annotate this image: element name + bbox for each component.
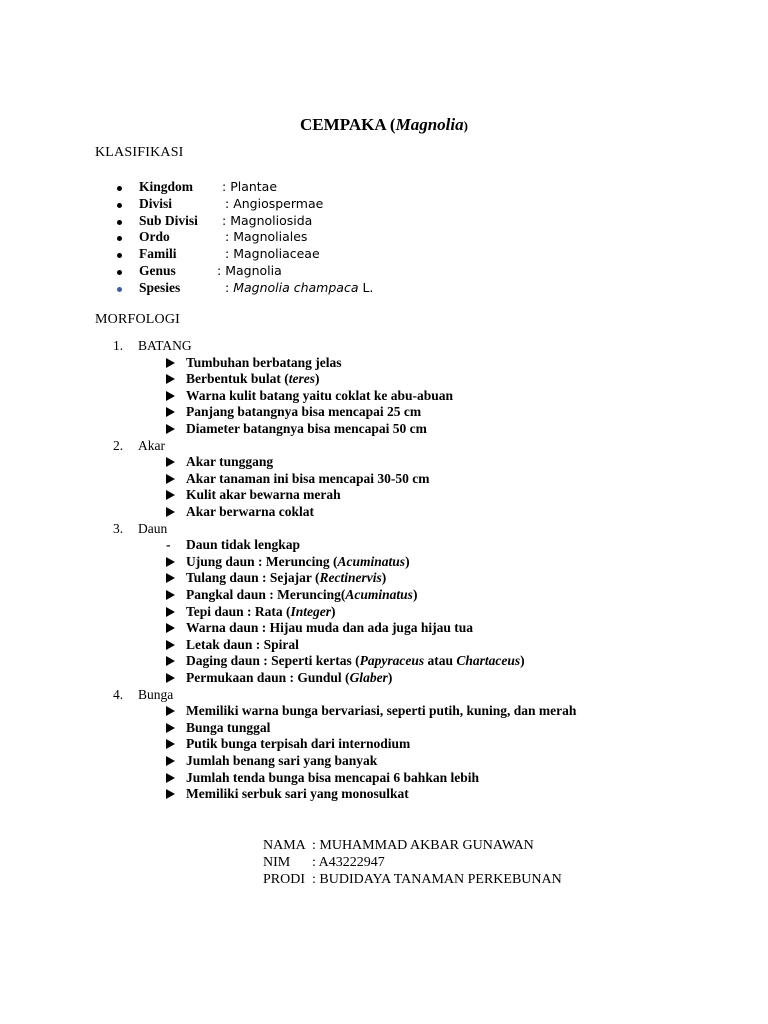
- morfologi-item: [166, 487, 341, 504]
- morfologi-item: [166, 421, 427, 438]
- klasifikasi-label: Genus: [139, 262, 176, 278]
- klasifikasi-label: Kingdom: [139, 179, 194, 194]
- morfologi-item: [166, 504, 314, 521]
- title-italic: Magnolia: [395, 115, 464, 134]
- section-title-text: Bunga: [138, 686, 174, 702]
- item-text: Panjang batangnya bisa mencapai 25 cm: [186, 404, 422, 420]
- prodi-value: : BUDIDAYA TANAMAN PERKEBUNAN: [312, 872, 562, 887]
- item-text: Ujung daun : Meruncing (: [186, 553, 338, 569]
- klasifikasi-sep: :: [225, 279, 234, 295]
- klasifikasi-value-text: Magnoliaceae: [233, 246, 320, 262]
- arrow-shape: [166, 424, 175, 434]
- section-number: 1.: [113, 338, 124, 353]
- arrow-shape: [166, 607, 175, 617]
- arrow-bullet-icon: [166, 504, 186, 521]
- morfologi-item: [166, 770, 479, 787]
- item-text: Tepi daun : Rata (: [186, 603, 291, 619]
- morfologi-item: [166, 404, 421, 421]
- item-text: ): [412, 587, 418, 602]
- klasifikasi-value-italic: Magnolia champaca: [233, 279, 359, 295]
- item-italic: Papyraceus: [359, 653, 425, 669]
- klasifikasi-value: [217, 263, 282, 280]
- morfologi-item: [166, 653, 525, 670]
- item-text: Letak daun : Spiral: [186, 636, 299, 652]
- item-text: Warna daun : Hijau muda dan ada juga hijau tua: [186, 620, 473, 636]
- item-text: Memiliki warna bunga bervariasi, seperti putih, kuning, dan merah: [186, 703, 577, 719]
- morfologi-item: [166, 637, 299, 654]
- arrow-shape: [166, 739, 175, 749]
- morfologi-item: [166, 537, 300, 554]
- bullet-dot-icon: [117, 287, 122, 292]
- arrow-shape: [166, 474, 175, 484]
- klasifikasi-label: Divisi: [139, 195, 173, 211]
- item-text: Tulang daun : Sejajar (: [186, 570, 320, 586]
- arrow-bullet-icon: [166, 388, 186, 405]
- klasifikasi-sep: :: [222, 212, 231, 228]
- item-text: Jumlah benang sari yang banyak: [186, 753, 378, 768]
- arrow-shape: [166, 673, 175, 683]
- arrow-bullet-icon: [166, 587, 186, 604]
- arrow-shape: [166, 656, 175, 666]
- arrow-bullet-icon: [166, 786, 186, 803]
- item-text: Berbentuk bulat (: [186, 371, 289, 387]
- item-text: Putik bunga terpisah dari internodium: [186, 736, 411, 752]
- dash-marker: -: [166, 537, 171, 553]
- section-title-text: Akar: [138, 437, 165, 453]
- item-text: Tumbuhan berbatang jelas: [186, 354, 342, 370]
- klasifikasi-value: [225, 280, 373, 297]
- arrow-shape: [166, 358, 175, 368]
- item-text: Akar berwarna coklat: [186, 504, 314, 519]
- item-text: Jumlah tenda bunga bisa mencapai 6 bahkan lebih: [186, 769, 479, 785]
- arrow-bullet-icon: [166, 554, 186, 571]
- morfologi-item: [166, 587, 417, 604]
- section-number: 2.: [113, 437, 124, 453]
- arrow-bullet-icon: [166, 736, 186, 753]
- arrow-bullet-icon: [166, 371, 186, 388]
- section-title-text: Daun: [138, 520, 168, 536]
- arrow-bullet-icon: [166, 670, 186, 687]
- bullet-dot-icon: [117, 253, 122, 258]
- bullet-dot-icon: [117, 186, 122, 191]
- arrow-bullet-icon: [166, 720, 186, 737]
- morfologi-section-title: [113, 520, 168, 538]
- item-text: atau: [424, 653, 457, 669]
- item-text: Daun tidak lengkap: [186, 537, 301, 553]
- klasifikasi-value-text: Magnoliosida: [230, 212, 313, 228]
- morfologi-item: [166, 355, 342, 372]
- arrow-bullet-icon: [166, 653, 186, 670]
- arrow-bullet-icon: [166, 570, 186, 587]
- arrow-shape: [166, 457, 175, 467]
- nim-value: : A43222947: [312, 855, 385, 870]
- item-text: ): [405, 553, 410, 569]
- item-text: ): [315, 371, 320, 387]
- klasifikasi-value-text: Angiospermae: [233, 195, 324, 211]
- arrow-shape: [166, 557, 175, 567]
- item-text: ): [331, 603, 336, 619]
- morfologi-item: [166, 620, 473, 637]
- title-close: ): [463, 118, 468, 133]
- morfologi-item: [166, 388, 453, 405]
- item-text: Memiliki serbuk sari yang monosulkat: [186, 786, 409, 802]
- arrow-shape: [166, 773, 175, 783]
- nim-label: NIM: [263, 855, 291, 870]
- morfologi-section-title: [113, 437, 165, 455]
- morfologi-item: [166, 371, 320, 388]
- morfologi-item: [166, 570, 386, 587]
- bullet-dot-icon: [117, 203, 122, 208]
- klasifikasi-value-text: Magnolia: [225, 262, 282, 278]
- klasifikasi-value: [225, 246, 320, 263]
- arrow-shape: [166, 490, 175, 500]
- arrow-shape: [166, 706, 175, 716]
- klasifikasi-value: [222, 213, 312, 230]
- morfologi-item: [166, 670, 392, 687]
- arrow-bullet-icon: [166, 770, 186, 787]
- arrow-shape: [166, 507, 175, 517]
- bullet-dot-icon: [117, 270, 122, 275]
- title-main: CEMPAKA (: [300, 115, 396, 134]
- arrow-shape: [166, 391, 175, 401]
- item-italic: Acuminatus: [337, 553, 406, 569]
- item-text: Akar tunggang: [186, 454, 274, 470]
- prodi-label: PRODI: [263, 872, 306, 887]
- nama-value: : MUHAMMAD AKBAR GUNAWAN: [312, 838, 534, 853]
- arrow-shape: [166, 590, 175, 600]
- arrow-bullet-icon: [166, 421, 186, 438]
- morfologi-item: [166, 703, 576, 720]
- bullet-dot-icon: [117, 236, 122, 241]
- item-text: ): [381, 570, 387, 586]
- morfologi-item: [166, 554, 410, 571]
- arrow-shape: [166, 640, 175, 650]
- arrow-shape: [166, 374, 175, 384]
- klasifikasi-sep: :: [225, 246, 234, 262]
- arrow-shape: [166, 723, 175, 733]
- arrow-bullet-icon: [166, 487, 186, 504]
- klasifikasi-value-text: Magnoliales: [233, 229, 308, 245]
- item-italic: Rectinervis: [319, 570, 382, 586]
- arrow-shape: [166, 573, 175, 583]
- klasifikasi-sep: :: [217, 262, 226, 278]
- klasifikasi-sep: :: [225, 195, 234, 211]
- arrow-bullet-icon: [166, 703, 186, 720]
- arrow-shape: [166, 756, 175, 766]
- morfologi-item: [166, 720, 270, 737]
- arrow-bullet-icon: [166, 404, 186, 421]
- section-number: 4.: [113, 686, 124, 702]
- morfologi-item: [166, 454, 273, 471]
- nama-label: NAMA: [263, 838, 306, 853]
- arrow-bullet-icon: [166, 471, 186, 488]
- klasifikasi-label: Famili: [139, 246, 177, 262]
- morfologi-item: [166, 471, 430, 488]
- morfologi-item: [166, 736, 410, 753]
- klasifikasi-value: [225, 196, 323, 213]
- item-text: Bunga tunggal: [186, 719, 271, 735]
- klasifikasi-value: [225, 229, 307, 246]
- klasifikasi-label: Sub Divisi: [139, 212, 198, 228]
- item-text: Kulit akar bewarna merah: [186, 487, 341, 503]
- arrow-shape: [166, 789, 175, 799]
- arrow-bullet-icon: [166, 637, 186, 654]
- item-text: ): [387, 670, 393, 685]
- morfologi-section-title: [113, 338, 192, 355]
- item-italic: Acuminatus: [345, 587, 413, 602]
- klasifikasi-heading: KLASIFIKASI: [95, 145, 184, 160]
- item-text: Pangkal daun : Meruncing(: [186, 587, 346, 602]
- item-text: Akar tanaman ini bisa mencapai 30-50 cm: [186, 470, 430, 486]
- item-text: Permukaan daun : Gundul (: [186, 670, 350, 685]
- morfologi-item: [166, 604, 336, 621]
- arrow-bullet-icon: [166, 355, 186, 372]
- arrow-bullet-icon: [166, 454, 186, 471]
- klasifikasi-value-text: Plantae: [230, 179, 278, 194]
- arrow-bullet-icon: [166, 753, 186, 770]
- item-italic: Glaber: [349, 670, 388, 685]
- item-italic: Chartaceus: [456, 653, 521, 669]
- arrow-shape: [166, 407, 175, 417]
- item-text: ): [520, 653, 525, 669]
- item-text: Daging daun : Seperti kertas (: [186, 653, 360, 669]
- klasifikasi-sep: :: [222, 179, 231, 194]
- klasifikasi-label: Spesies: [139, 279, 181, 295]
- morfologi-item: [166, 786, 409, 803]
- section-title-text: BATANG: [138, 338, 192, 353]
- arrow-bullet-icon: [166, 620, 186, 637]
- bullet-dot-icon: [117, 220, 122, 225]
- arrow-bullet-icon: [166, 604, 186, 621]
- item-text: Diameter batangnya bisa mencapai 50 cm: [186, 421, 427, 436]
- morfologi-heading: MORFOLOGI: [95, 312, 181, 327]
- morfologi-item: [166, 753, 377, 770]
- item-italic: teres: [288, 371, 316, 387]
- klasifikasi-value-suffix: L.: [358, 279, 374, 295]
- klasifikasi-value: [222, 179, 277, 196]
- section-number: 3.: [113, 520, 124, 536]
- item-italic: Integer: [290, 603, 332, 619]
- document-title: [0, 115, 768, 135]
- item-text: Warna kulit batang yaitu coklat ke abu-abuan: [186, 387, 454, 403]
- klasifikasi-label: Ordo: [139, 229, 170, 245]
- morfologi-section-title: [113, 686, 174, 704]
- klasifikasi-sep: :: [225, 229, 234, 245]
- arrow-shape: [166, 623, 175, 633]
